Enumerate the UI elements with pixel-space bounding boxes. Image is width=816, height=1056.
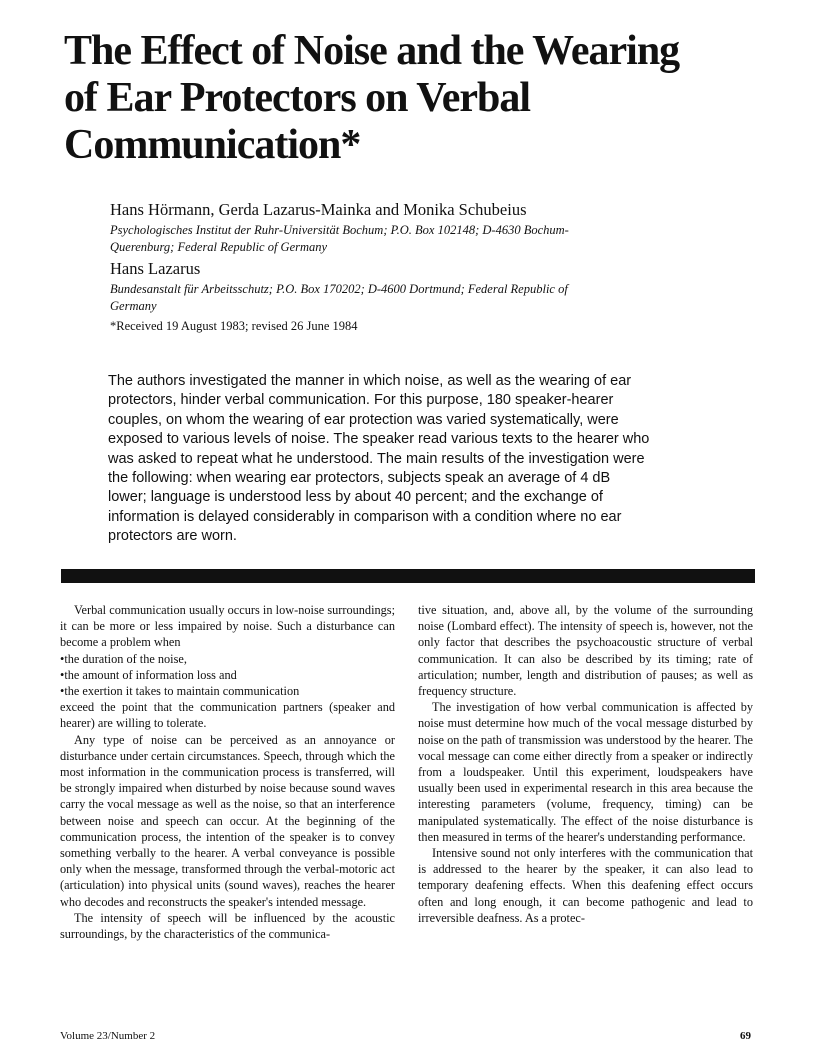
bullet-item: • the exertion it takes to maintain communication <box>60 683 395 699</box>
body-paragraph: Intensive sound not only interferes with the communication that is addressed to the hearer by the speaker, it can also lead to temporary deafening effects. When this deafening effect occurs often and long enough, it can become pathogenic and lead to irreversible deafness. As a protec- <box>418 846 753 925</box>
author-group-1 <box>110 200 670 256</box>
title-line-2: of Ear Protectors on Verbal <box>64 75 531 121</box>
author-names-2: Hans Lazarus <box>110 259 201 278</box>
affiliation-2-line-1: Bundesanstalt für Arbeitsschutz; P.O. Box 170202; D-4600 Dortmund; Federal Republic of <box>110 282 568 296</box>
body-paragraph: exceed the point that the communication partners (speaker and hearer) are willing to tolerate. <box>60 700 395 731</box>
body-paragraph: The intensity of speech will be influenced by the acoustic surroundings, by the characteristics of the communica- <box>60 910 395 942</box>
received-note: *Received 19 August 1983; revised 26 June 1984 <box>110 319 358 333</box>
body-paragraph: tive situation, and, above all, by the volume of the surrounding noise (Lombard effect). The intensity of speech is, however, not the only factor that describes the psychoacoustic structure of verbal communication. It can also be described by its timing; rate of articulation; number, length and distribution of pauses; as well as frequency structure. <box>418 603 753 699</box>
section-divider-bar <box>61 569 755 583</box>
footer-volume: Volume 23/Number 2 <box>60 1030 156 1042</box>
article-title <box>64 28 764 169</box>
bullet-item: • the amount of information loss and <box>60 667 395 683</box>
body-column-left <box>60 602 395 942</box>
title-line-3: Communication* <box>64 122 361 168</box>
affiliation-1-line-2: Querenburg; Federal Republic of Germany <box>110 240 328 254</box>
abstract-line: was asked to repeat what he understood. The main results of the investigation were <box>108 450 645 467</box>
bullet-item: • the duration of the noise, <box>60 651 395 667</box>
abstract <box>108 372 698 547</box>
abstract-line: couples, on whom the wearing of ear protection was varied systematically, were <box>108 411 619 428</box>
abstract-line: protectors are worn. <box>108 528 237 545</box>
abstract-line: lower; language is understood less by about 40 percent; and the exchange of <box>108 489 603 506</box>
body-column-right <box>418 602 753 926</box>
body-paragraph: Verbal communication usually occurs in low-noise surroundings; it can be more or less impaired by noise. Such a disturbance can become a problem when <box>60 603 395 650</box>
abstract-line: protectors, hinder verbal communication. For this purpose, 180 speaker-hearer <box>108 392 614 409</box>
affiliation-1 <box>110 222 670 256</box>
body-paragraph: Any type of noise can be perceived as an annoyance or disturbance under certain circumstances. Speech, through which the most information in the communication process is transferred, will be strongly impaired when disturbed by noise because sound waves carry the vocal message as well as the noise, so that an interference between noise and speech can occur. At the beginning of the communication process, the intention of the speaker is to convey something verbally to the hearer. A verbal conveyance is possible only when the message, transformed through the verbal-motoric act (articulation) into physical units (sound waves), reaches the hearer who decodes and reconstructs the speaker's intended message. <box>60 732 395 909</box>
body-paragraph: The investigation of how verbal communication is affected by noise must determine how much of the vocal message disturbed by noise on the path of transmission was understood by the hearer. The vocal message can come either directly from a speaker or indirectly from a loudspeaker. Until this experiment, loudspeakers have usually been used in experimental research in this area because the interesting parameters (volume, frequency, timing) can be manipulated systematically. The effect of the noise disturbance is then measured in terms of the hearer's understanding performance. <box>418 700 753 844</box>
title-line-1: The Effect of Noise and the Wearing <box>64 28 680 74</box>
affiliation-1-line-1: Psychologisches Institut der Ruhr-Universität Bochum; P.O. Box 102148; D-4630 Bochum- <box>110 223 569 237</box>
author-names-1: Hans Hörmann, Gerda Lazarus-Mainka and Monika Schubeius <box>110 200 527 219</box>
affiliation-2-line-2: Germany <box>110 299 157 313</box>
abstract-line: The authors investigated the manner in which noise, as well as the wearing of ear <box>108 373 632 389</box>
abstract-line: the following: when wearing ear protectors, subjects speak an average of 4 dB <box>108 470 611 487</box>
author-group-2 <box>110 259 670 315</box>
footer-page-number: 69 <box>740 1030 751 1042</box>
affiliation-2 <box>110 281 670 315</box>
abstract-line: exposed to various levels of noise. The speaker read various texts to the hearer who <box>108 431 650 448</box>
abstract-line: information is delayed considerably in comparison with a condition where no ear <box>108 508 622 525</box>
